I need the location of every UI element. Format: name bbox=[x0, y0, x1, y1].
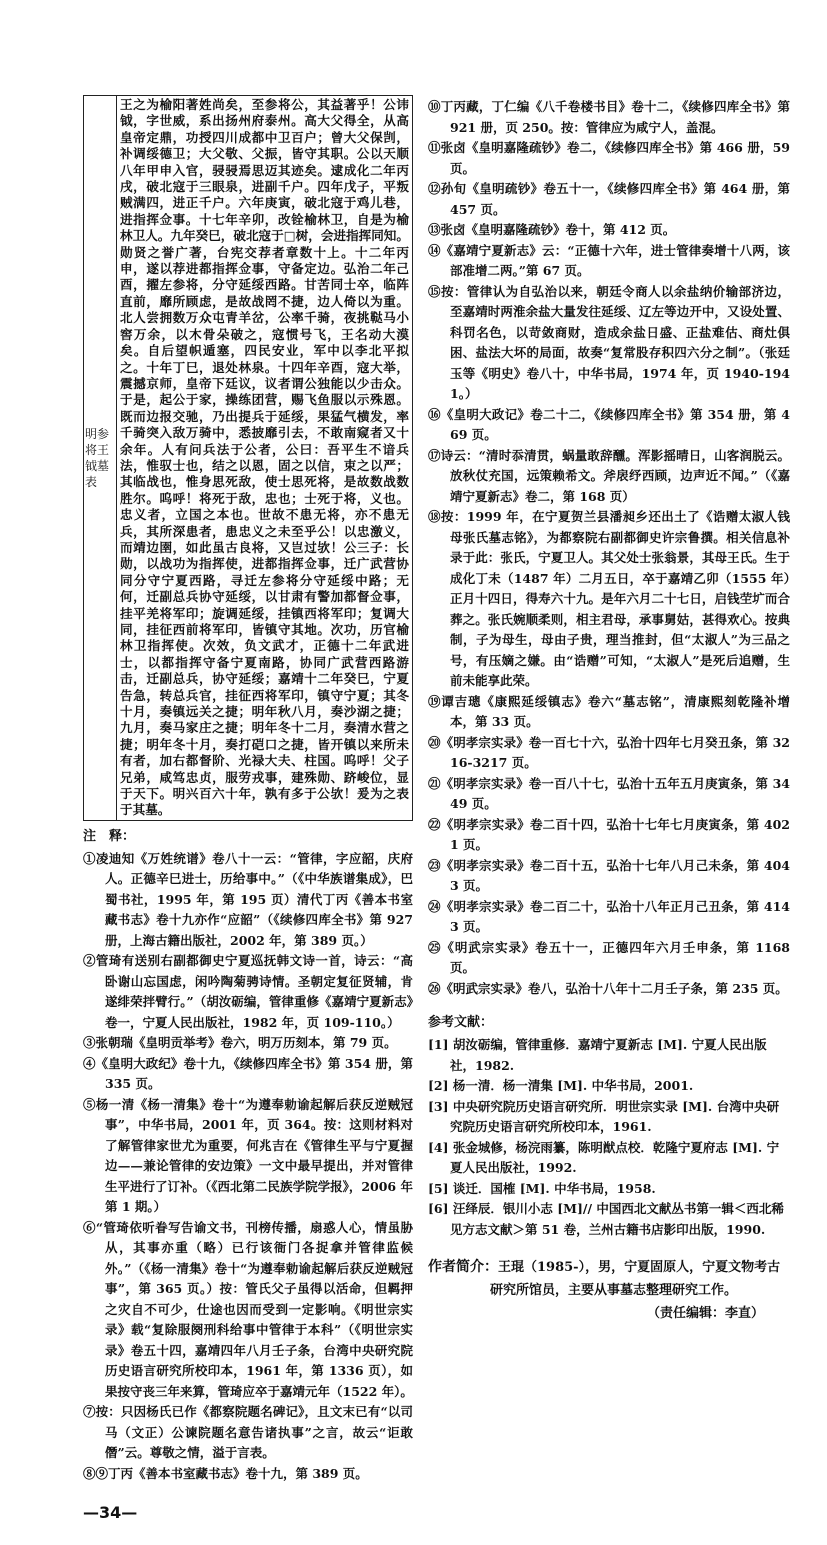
note-item: ③张朝瑞《皇明贡举考》卷六，明万历刻本，第 79 页。 bbox=[83, 1035, 397, 1051]
reference-item: [6] 汪绎辰．银川小志 [M]// 中国西北文献丛书第一辑＜西北稀见方志文献＞第 51 卷，兰州古籍书店影印出版，1990. bbox=[428, 1201, 784, 1237]
note-item: ⑬张卤《皇明嘉隆疏钞》卷十，第 412 页。 bbox=[428, 222, 676, 237]
note-item: ⑧⑨丁丙《善本书室藏书志》卷十九，第 389 页。 bbox=[83, 1465, 368, 1481]
references-section bbox=[428, 1013, 790, 1240]
author-bio bbox=[428, 1256, 790, 1325]
editor-credit: （责任编辑：李直） bbox=[646, 1306, 764, 1321]
note-item: ⑭《嘉靖宁夏新志》云：“正德十六年，进士管律奏增十八两，该部准增二两。”第 67 页。 bbox=[428, 242, 790, 278]
right-column bbox=[428, 97, 790, 1325]
tomb-inscription-table bbox=[83, 95, 413, 821]
note-item: ②管琦有送别右副都御史宁夏巡抚韩文诗一首，诗云：“高卧谢山忘国虑，闲吟陶菊骋诗情。圣朝定复征贤辅，肯遂绯荣拌臂行。”（胡汝砺编，管律重修《嘉靖宁夏新志》卷一，宁夏人民出版社，1982 年，页 109-110。） bbox=[83, 953, 413, 1030]
note-item: ⑥“管琦依听眷写告谕文书，刊榜传播，扇惑人心，情虽胁从，其事亦重（略）已行该衙门各捉拿并管律监候外。”（《杨一清集》卷十“为遵奉勅谕起解后获反逆贼冠事”，第 365 页。）按：管氏父子虽得以活命，但羁押之灾自不可少，仕途也因而受到一定影响。《明世宗实录》载“复除服阕刑科给事中管律于本科”（《明世宗实录》卷五十四，嘉靖四年八月壬子条，台湾中央研究院历史语言研究所校印本，1961 年，第 1336 页），如果按守丧三年来算，管琦应卒于嘉靖元年（1522 年）。 bbox=[83, 1219, 413, 1399]
note-item: ⑫孙旬《皇明疏钞》卷五十一，《续修四库全书》第 464 册，第 457 页。 bbox=[428, 181, 790, 217]
note-item: ㉒《明孝宗实录》卷二百十四，弘治十七年七月庚寅条，第 4021 页。 bbox=[428, 816, 790, 852]
author-line-2: 研究所馆员，主要从事墓志整理研究工作。 bbox=[490, 1283, 738, 1298]
note-item: ⑩丁丙藏，丁仁编《八千卷楼书目》卷十二，《续修四库全书》第 921 册，页 250。按：管律应为咸宁人，盖混。 bbox=[428, 99, 790, 135]
reference-item: [3] 中央研究院历史语言研究所．明世宗实录 [M]. 台湾中央研究院历史语言研究所校印本，1961. bbox=[428, 1098, 780, 1134]
author-label: 作者简介： bbox=[428, 1259, 498, 1275]
note-item: ⑤杨一清《杨一清集》卷十“为遵奉勅谕起解后获反逆贼冠事”，中华书局，2001 年，页 364。按：这则材料对了解管律家世尤为重要，何兆吉在《管律生平与宁夏握边——兼论管律的安边策》一文中最早提出，并对管律生平进行了订补。（《西北第二民族学院学报》，2006 年第 1 期。） bbox=[83, 1096, 413, 1215]
note-item: ⑰诗云：“清时忝清贯，蜗量敢辞醺。浑影摇晴日，山客润脱云。放秋仗充国，远策赖希文。斧扆纾西顾，边声近不闻。”（《嘉靖宁夏新志》卷二，第 168 页） bbox=[428, 447, 790, 504]
note-item: ⑮按：管律认为自弘治以来，朝廷令商人以余盐纳价输部济边，至嘉靖时两淮余盐大量发往延绥、辽左等边开中，又设处置、科罚名色，以苛敛商财，造成余盐日盛、正盐难估、商灶俱困、盐法大坏的局面，故奏“复常股存积四六分之制”。（张廷玉等《明史》卷八十，中华书局，1974 年，页 1940-1941。） bbox=[428, 283, 790, 401]
note-item: ㉖《明武宗实录》卷八，弘治十八年十二月壬子条，第 235 页。 bbox=[428, 980, 788, 996]
note-item: ⑯《皇明大政记》卷二十二，《续修四库全书》第 354 册，第 469 页。 bbox=[428, 406, 790, 442]
note-item: ⑳《明孝宗实录》卷一百七十六，弘治十四年七月癸丑条，第 3216-3217 页。 bbox=[428, 734, 790, 770]
author-line-1: 王琨（1985-），男，宁夏固原人，宁夏文物考古 bbox=[498, 1260, 781, 1275]
note-item: ㉔《明孝宗实录》卷二百二十，弘治十八年正月己丑条，第 4143 页。 bbox=[428, 898, 790, 934]
note-item: ⑦按：只因杨氏已作《都察院题名碑记》，且文末已有“以司马（文正）公谏院题名意告诸执事”之言，故云“讵敢僭”云。尊敬之情，溢于言表。 bbox=[83, 1404, 413, 1461]
note-item: ④《皇明大政纪》卷十九，《续修四库全书》第 354 册，第 335 页。 bbox=[83, 1055, 413, 1092]
note-item: ⑪张卤《皇明嘉隆疏钞》卷二，《续修四库全书》第 466 册，59 页。 bbox=[428, 140, 790, 176]
reference-item: [2] 杨一清．杨一清集 [M]. 中华书局，2001. bbox=[428, 1078, 694, 1093]
reference-item: [5] 谈迁．国榷 [M]. 中华书局，1958. bbox=[428, 1180, 656, 1196]
note-item: ①凌迪知《万姓统谱》卷八十一云：“管律，字应韶，庆府人。正德辛巳进士，历给事中。”（《中华族谱集成》，巴蜀书社，1995 年，第 195 页）清代丁丙《善本书室藏书志》卷十九亦作“应韶”（《续修四库全书》第 927 册，上海古籍出版社，2002 年，第 389 页。） bbox=[83, 850, 413, 948]
note-item: ⑲谭吉璁《康熙延绥镇志》卷六“墓志铭”，清康熙刻乾隆补增本，第 33 页。 bbox=[428, 693, 790, 729]
reference-item: [1] 胡汝砺编，管律重修．嘉靖宁夏新志 [M]. 宁夏人民出版社，1982. bbox=[428, 1037, 767, 1073]
table-label: 明参将王钺墓表 bbox=[84, 96, 117, 820]
left-column bbox=[83, 95, 413, 1524]
notes-heading: 注 释： bbox=[83, 828, 136, 844]
page-number: —34— bbox=[83, 1503, 138, 1523]
references-heading: 参考文献： bbox=[428, 1015, 494, 1030]
note-item: ㉑《明孝宗实录》卷一百八十七，弘治十五年五月庚寅条，第 3449 页。 bbox=[428, 775, 790, 811]
reference-item: [4] 张金城修，杨浣雨纂，陈明猷点校．乾隆宁夏府志 [M]. 宁夏人民出版社，1992. bbox=[428, 1139, 780, 1175]
note-item: ㉓《明孝宗实录》卷二百十五，弘治十七年八月己未条，第 4043 页。 bbox=[428, 857, 790, 893]
inscription-text: 王之为榆阳著姓尚矣，至参将公，其益著乎！公讳钺，字世威，系出扬州府泰州。高大父得全，从高皇帝定鼎，功授四川成都中卫百户；曾大父保剀，补调绥德卫；大父敬、父振，皆守其职。公以天顺八年甲申入官，骎骎焉思迈其迹矣。逮成化二年丙戌，破北寇于三眼泉，进副千户。四年戊子，平叛贼满四，进正千户。六年庚寅，破北寇于鸡儿巷，进指挥佥事。十七年辛卯，改铨榆林卫，自是为榆林卫人。九年癸巳，破北寇于□树，会进指挥同知。勋贤之誉广著，台宪交荐者章数十上。十二年丙申，遂以荐进都指挥佥事，守备定边。弘治二年己酉，擢左参将，分守延绥西路。甘苦同士卒，临阵直前，靡所顾虑，是故战罔不捷，边人倚以为重。北人尝拥数万众屯青羊岔，公率千骑，夜挑鞑马小窖万余，以木骨朵破之，寇惯号飞，王名动大漠矣。自后望帜遁塞，四民安业，军中以李北平拟之。十年丁巳，退处林泉。十四年辛酉，寇大举，震撼京师，皇帝下廷议，议者谓公独能以少击众。于是，起公于家，操练团营，赐飞鱼服以示殊恩。既而边报交驰，乃出提兵于延绥，果猛气横发，率千骑突入敌万骑中，悉披靡引去，不敢南窥者又十余年。人有问兵法于公者，公曰：吾平生不谙兵法，惟驭士也，结之以恩，固之以信，束之以严；其临战也，惟身思死敌，使士思死将，是故数战数胜尔。呜呼！将死于敌，忠也；士死于将，义也。忠义者，立国之本也。世故不患无将，亦不患无兵，其所深患者，患忠义之未至乎公！以忠激义，而靖边圉，如此虽古良将，又岂过欤！公三子：长勋，以战功为指挥使，进都指挥佥事，迁广武营协同分守宁夏西路，寻迁左参将分守延绥中路；无何，迁副总兵协守延绥，以甘肃有警加都督佥事，挂平羌将军印；旋调延绥，挂镇西将军印；复调大同，挂征西前将军印，皆镇守其地。次功，历官榆林卫指挥使。次效，负文武才，正德十二年武进士，以都指挥守备宁夏南路，协同广武营西路游击，迁副总兵，协守延绥；嘉靖十二年癸巳，宁夏告急，转总兵官，挂征西将军印，镇守宁夏；其冬十月，奏镇远关之捷；明年秋八月，奏沙湖之捷；九月，奏马家庄之捷；明年冬十二月，奏清水营之捷；明年冬十月，奏打硙口之捷，皆开镇以来所未有者，加右都督阶、光禄大夫、柱国。呜呼！父子兄弟，咸笃忠贞，服劳戎事，建殊勋、跻峻位，显于天下。明兴百六十年，孰有多于公欤！爰为之表于其墓。 bbox=[120, 97, 409, 818]
note-item: ㉕《明武宗实录》卷五十一，正德四年六月壬申条，第 1168 页。 bbox=[428, 939, 790, 975]
notes-left-column bbox=[83, 825, 413, 1485]
notes-right-column bbox=[428, 97, 790, 1240]
note-item: ⑱按：1999 年，在宁夏贺兰县潘昶乡还出土了《诰赠太淑人钱母张氏墓志铭》，为都察院右副都御史许宗鲁撰。相关信息补录于此：张氏，宁夏卫人。其父处士张翁景，其母王氏。生于成化丁未（1487 年）二月五日，卒于嘉靖乙卯（1555 年）正月十四日，得寿六十九。是年六月二十七日，启钱茔圹而合葬之。张氏婉顺柔则，相主君母，承事舅姑，甚得欢心。按典制，子为母生，母由子贵，理当推封，但“太淑人”为三品之号，有压嫡之嫌。由“诰赠”可知，“太淑人”是死后追赠，生前未能享此荣。 bbox=[428, 509, 790, 688]
